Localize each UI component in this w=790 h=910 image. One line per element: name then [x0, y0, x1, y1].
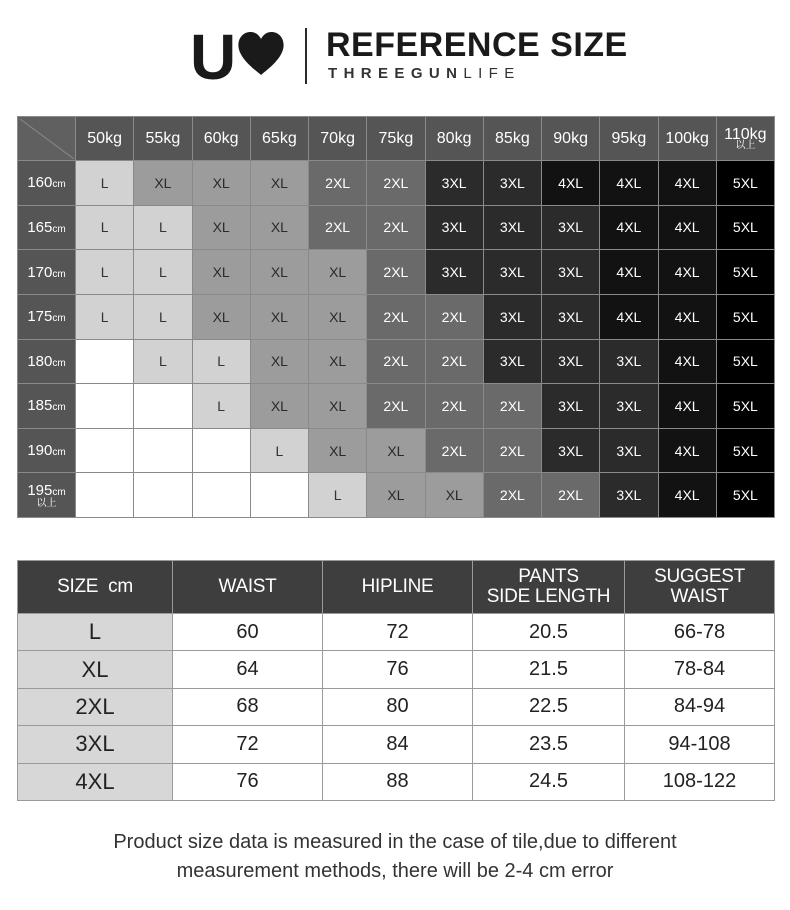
diagonal-divider-icon [18, 117, 76, 161]
weight-header-label: 65kg [262, 130, 297, 147]
corner-cell [18, 117, 76, 161]
size-header-label: SIZE [57, 576, 99, 597]
size-cell: L [134, 205, 192, 250]
size-cell: 2XL [483, 384, 541, 429]
logo-letter: U [190, 21, 235, 93]
weight-header-label: 90kg [553, 130, 588, 147]
size-cell: 3XL [483, 161, 541, 206]
col-header-waist: WAIST [173, 561, 323, 614]
size-cell: 4XL [600, 205, 658, 250]
size-cell: 3XL [542, 428, 600, 473]
height-unit: cm [52, 313, 66, 325]
size-cell: 3XL [483, 205, 541, 250]
size-cell: 4XL [658, 250, 716, 295]
brand-subtitle-bold: THREEGUN [328, 65, 464, 82]
col-header-suggest-waist: SUGGEST WAIST [625, 561, 775, 614]
height-unit: cm [52, 179, 66, 191]
size-cell: 2XL [367, 250, 425, 295]
pants-side-length-value: 20.5 [473, 614, 625, 651]
size-cell: 5XL [716, 205, 774, 250]
size-cell: XL [425, 473, 483, 518]
size-cell: 2XL [367, 294, 425, 339]
size-cell: 5XL [716, 250, 774, 295]
weight-header-label: 100kg [665, 130, 709, 147]
size-cell: 2XL [425, 294, 483, 339]
size-cell: L [76, 205, 134, 250]
height-rows [18, 161, 775, 518]
size-cell [134, 473, 192, 518]
size-cell: 2XL [309, 205, 367, 250]
size-cell: 5XL [716, 384, 774, 429]
size-cell: XL [309, 339, 367, 384]
measurement-row [18, 688, 775, 725]
size-cell: XL [309, 428, 367, 473]
size-cell: XL [134, 161, 192, 206]
size-cell: 3XL [600, 384, 658, 429]
size-cell-label: L [18, 614, 173, 651]
pants-side-length-value: 21.5 [473, 651, 625, 688]
size-cell: XL [250, 250, 308, 295]
weight-header-cell [192, 117, 250, 161]
measurement-row [18, 763, 775, 800]
height-header-cell [18, 428, 76, 473]
height-unit: cm [52, 268, 66, 280]
weight-header-cell [309, 117, 367, 161]
brand-subtitle [328, 66, 521, 82]
size-cell: 3XL [483, 294, 541, 339]
size-cell: 3XL [425, 161, 483, 206]
measurement-note [0, 828, 790, 886]
size-cell-label: 2XL [18, 688, 173, 725]
size-cell: XL [250, 384, 308, 429]
size-cell [76, 339, 134, 384]
weight-header-cell [716, 117, 774, 161]
size-cell: L [134, 294, 192, 339]
size-chart-table [17, 116, 775, 518]
size-cell: 5XL [716, 339, 774, 384]
height-suffix: 以上 [36, 497, 57, 509]
page-header [0, 0, 790, 100]
size-cell-label: 4XL [18, 763, 173, 800]
header-divider [305, 28, 307, 84]
height-row [18, 473, 775, 518]
height-unit: cm [52, 402, 66, 414]
height-header-cell [18, 250, 76, 295]
weight-header-cell [600, 117, 658, 161]
measurement-rows [18, 614, 775, 801]
size-cell: 2XL [483, 473, 541, 518]
height-header-cell [18, 473, 76, 518]
size-cell: XL [192, 205, 250, 250]
size-cell [192, 473, 250, 518]
height-header-cell [18, 161, 76, 206]
suggest-waist-value: 94-108 [625, 726, 775, 763]
weight-header-cell [76, 117, 134, 161]
page-title: REFERENCE SIZE [326, 26, 628, 64]
size-cell: XL [309, 250, 367, 295]
size-cell: 3XL [483, 250, 541, 295]
size-cell: 2XL [367, 384, 425, 429]
waist-value: 60 [173, 614, 323, 651]
hipline-value: 88 [323, 763, 473, 800]
weight-header-label: 75kg [378, 130, 414, 147]
size-cell: 5XL [716, 294, 774, 339]
waist-value: 68 [173, 688, 323, 725]
height-value: 165 [27, 218, 53, 236]
hipline-value: 80 [323, 688, 473, 725]
size-cell: L [250, 428, 308, 473]
weight-header-label: 85kg [495, 130, 530, 147]
size-cell: 4XL [658, 473, 716, 518]
size-cell [134, 384, 192, 429]
weight-header-cell [483, 117, 541, 161]
size-cell: 4XL [658, 205, 716, 250]
pants-header-line1: PANTS [518, 566, 579, 587]
size-cell: 5XL [716, 161, 774, 206]
weight-header-cell [134, 117, 192, 161]
size-cell: 4XL [658, 384, 716, 429]
weight-header-label: 95kg [611, 130, 647, 147]
weight-header-row [18, 117, 775, 161]
size-cell: 4XL [658, 294, 716, 339]
size-cell-label: 3XL [18, 726, 173, 763]
size-cell: 4XL [658, 161, 716, 206]
height-unit: cm [52, 486, 66, 498]
size-cell: 3XL [542, 384, 600, 429]
weight-header-suffix: 以上 [735, 140, 756, 151]
size-cell: L [134, 250, 192, 295]
size-cell: 3XL [542, 294, 600, 339]
size-cell: 2XL [309, 161, 367, 206]
size-cell: 3XL [600, 473, 658, 518]
weight-header-label: 70kg [320, 130, 355, 147]
height-row [18, 384, 775, 429]
size-cell: XL [250, 294, 308, 339]
size-cell: 2XL [483, 428, 541, 473]
pants-header-line2: SIDE LENGTH [486, 586, 611, 607]
size-cell [250, 473, 308, 518]
size-cell: L [192, 384, 250, 429]
weight-header-cell [367, 117, 425, 161]
hipline-value: 76 [323, 651, 473, 688]
waist-value: 76 [173, 763, 323, 800]
weight-header-label: 50kg [87, 130, 122, 147]
weight-header-label: 60kg [203, 130, 239, 147]
size-cell: 2XL [425, 339, 483, 384]
size-cell: 3XL [483, 339, 541, 384]
size-cell: 4XL [600, 294, 658, 339]
size-cell: L [76, 294, 134, 339]
size-cell: XL [367, 428, 425, 473]
hipline-value: 72 [323, 614, 473, 651]
pants-side-length-value: 24.5 [473, 763, 625, 800]
height-unit: cm [52, 357, 66, 369]
weight-header-label: 110kg [724, 126, 767, 143]
size-cell: XL [367, 473, 425, 518]
pants-side-length-value: 23.5 [473, 726, 625, 763]
size-cell: 5XL [716, 428, 774, 473]
size-cell: XL [250, 161, 308, 206]
size-cell: 3XL [425, 250, 483, 295]
height-row [18, 428, 775, 473]
measurement-table [17, 560, 775, 801]
waist-value: 72 [173, 726, 323, 763]
size-cell: 3XL [542, 205, 600, 250]
suggest-waist-value: 84-94 [625, 688, 775, 725]
size-cell [134, 428, 192, 473]
size-cell: XL [309, 294, 367, 339]
size-cell: L [76, 250, 134, 295]
measurement-row [18, 651, 775, 688]
height-value: 175 [27, 308, 53, 326]
height-header-cell [18, 384, 76, 429]
col-header-size [18, 561, 173, 614]
size-cell: XL [309, 384, 367, 429]
size-cell: 4XL [600, 250, 658, 295]
suggest-waist-value: 108-122 [625, 763, 775, 800]
size-cell: XL [192, 294, 250, 339]
height-row [18, 205, 775, 250]
size-cell [76, 428, 134, 473]
height-row [18, 339, 775, 384]
size-cell: 2XL [367, 205, 425, 250]
height-unit: cm [52, 447, 66, 459]
height-value: 180 [27, 352, 53, 370]
measurement-row [18, 726, 775, 763]
hipline-value: 84 [323, 726, 473, 763]
size-cell: L [76, 161, 134, 206]
size-cell: 4XL [658, 428, 716, 473]
size-cell: 2XL [367, 339, 425, 384]
suggest-waist-value: 78-84 [625, 651, 775, 688]
col-header-hipline: HIPLINE [323, 561, 473, 614]
size-cell [76, 384, 134, 429]
height-row [18, 161, 775, 206]
height-value: 195 [27, 481, 53, 499]
size-cell: L [192, 339, 250, 384]
height-value: 160 [27, 174, 53, 192]
weight-header-cell [542, 117, 600, 161]
size-cell: 4XL [658, 339, 716, 384]
size-cell: 3XL [542, 250, 600, 295]
size-cell: 5XL [716, 473, 774, 518]
size-cell: L [134, 339, 192, 384]
size-cell: XL [250, 205, 308, 250]
height-value: 185 [27, 397, 53, 415]
height-row [18, 250, 775, 295]
size-cell: 2XL [367, 161, 425, 206]
measurement-row [18, 614, 775, 651]
size-cell: 2XL [425, 428, 483, 473]
height-row [18, 294, 775, 339]
size-cell: XL [250, 339, 308, 384]
col-header-pants-side-length [473, 561, 625, 614]
size-cell: 4XL [600, 161, 658, 206]
size-header-unit: cm [108, 576, 133, 597]
size-cell: 2XL [542, 473, 600, 518]
size-chart-grid [17, 116, 774, 518]
weight-header-cell [425, 117, 483, 161]
height-unit: cm [52, 223, 66, 235]
size-cell: 3XL [542, 339, 600, 384]
measurement-header-row [18, 561, 775, 614]
weight-header-label: 55kg [145, 130, 181, 147]
weight-header-cell [658, 117, 716, 161]
note-line-2: measurement methods, there will be 2-4 cm error [176, 860, 614, 882]
height-value: 190 [27, 442, 53, 460]
height-value: 170 [27, 263, 53, 281]
size-cell: 2XL [425, 384, 483, 429]
size-cell: XL [192, 161, 250, 206]
heart-icon [236, 29, 286, 79]
measurement-table-wrap [17, 560, 774, 801]
height-header-cell [18, 294, 76, 339]
size-cell: XL [192, 250, 250, 295]
waist-value: 64 [173, 651, 323, 688]
size-cell [192, 428, 250, 473]
suggest-waist-value: 66-78 [625, 614, 775, 651]
pants-side-length-value: 22.5 [473, 688, 625, 725]
brand-subtitle-light: LIFE [463, 65, 521, 82]
height-header-cell [18, 339, 76, 384]
size-cell: 3XL [600, 428, 658, 473]
size-cell: 4XL [542, 161, 600, 206]
size-cell [76, 473, 134, 518]
size-cell: 3XL [600, 339, 658, 384]
weight-header-cell [250, 117, 308, 161]
weight-header-label: 80kg [436, 130, 472, 147]
brand-logo [190, 21, 290, 93]
size-cell: L [309, 473, 367, 518]
size-cell: 3XL [425, 205, 483, 250]
height-header-cell [18, 205, 76, 250]
note-line-1: Product size data is measured in the case of tile,due to different [113, 831, 677, 853]
size-cell-label: XL [18, 651, 173, 688]
